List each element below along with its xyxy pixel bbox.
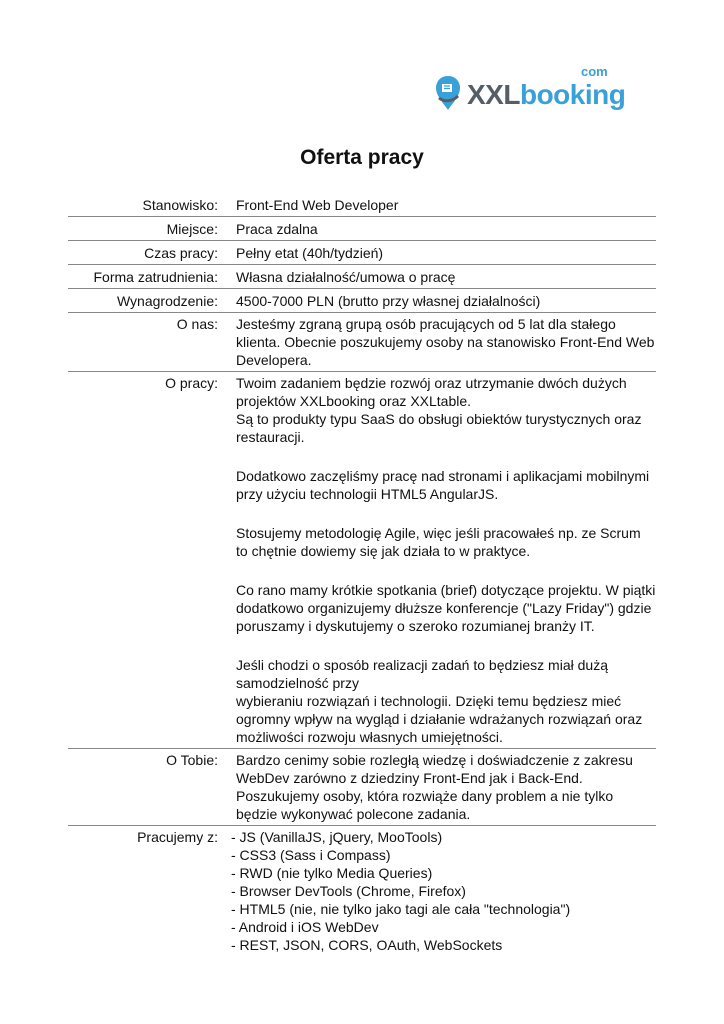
job-offer-table (68, 195, 656, 956)
row-wynagrodzenie (68, 289, 656, 313)
row-o-pracy (68, 372, 656, 749)
page-title: Oferta pracy (300, 146, 424, 169)
o-pracy-text: Są to produkty typu SaaS do obsługi obiektów turystycznych oraz restauracji. (236, 411, 642, 445)
value-o-tobie: Bardzo cenimy sobie rozległą wiedzę i doświadczenie z zakresu WebDev zarówno z dziedziny Front-End jak i Back-End. Poszukujemy osoby, która rozwiąże dany problem a nie tylko będzie wykonywać polecone zadania. (236, 749, 656, 826)
value-czas-pracy: Pełny etat (40h/tydzień) (236, 241, 656, 265)
label-o-nas: O nas: (68, 313, 236, 372)
value-o-nas: Jesteśmy zgraną grupą osób pracujących od 5 lat dla stałego klienta. Obecnie poszukujemy osoby na stanowisko Front-End Web Developera. (236, 313, 656, 372)
logo-brand-booking: booking (519, 79, 626, 110)
tech-list-item: - REST, JSON, CORS, OAuth, WebSockets (231, 937, 503, 953)
value-miejsce: Praca zdalna (236, 217, 656, 241)
tech-list-item: - Android i iOS WebDev (231, 919, 379, 935)
row-miejsce (68, 217, 656, 241)
label-o-pracy: O pracy: (68, 372, 236, 749)
value-stanowisko: Front-End Web Developer (236, 195, 656, 217)
label-czas-pracy: Czas pracy: (68, 241, 236, 265)
row-forma-zatrudnienia (68, 265, 656, 289)
label-wynagrodzenie: Wynagrodzenie: (68, 289, 236, 313)
row-pracujemy-z (68, 826, 656, 957)
label-stanowisko: Stanowisko: (68, 195, 236, 217)
label-miejsce: Miejsce: (68, 217, 236, 241)
o-pracy-text: Jeśli chodzi o sposób realizacji zadań to będziesz miał dużą samodzielność przy (236, 657, 608, 691)
value-pracujemy-z (231, 826, 656, 957)
row-stanowisko (68, 195, 656, 217)
logo-brand-text (467, 78, 625, 112)
value-o-pracy (236, 372, 656, 749)
tech-list-item: - JS (VanillaJS, jQuery, MooTools) (231, 829, 443, 845)
o-pracy-paragraph: Dodatkowo zaczęliśmy pracę nad stronami i aplikacjami mobilnymi przy użyciu technologii HTML5 AngularJS. (236, 468, 650, 502)
tech-list-item: - HTML5 (nie, nie tylko jako tagi ale cała "technologia") (231, 901, 571, 917)
row-czas-pracy (68, 241, 656, 265)
logo-brand-xxl: XXL (467, 79, 520, 110)
value-forma-zatrudnienia: Własna działalność/umowa o pracę (236, 265, 656, 289)
o-pracy-paragraph (236, 656, 656, 746)
company-logo (434, 54, 626, 118)
tech-list-item: - Browser DevTools (Chrome, Firefox) (231, 883, 466, 899)
row-o-nas (68, 313, 656, 372)
o-pracy-text: Twoim zadaniem będzie rozwój oraz utrzymanie dwóch dużych projektów XXLbooking oraz XXLtable. (236, 375, 627, 409)
label-pracujemy-z: Pracujemy z: (137, 829, 218, 845)
value-wynagrodzenie: 4500-7000 PLN (brutto przy własnej działalności) (236, 289, 656, 313)
logo-com-text: com (581, 64, 608, 79)
label-o-tobie: O Tobie: (68, 749, 236, 826)
tech-list-item: - RWD (nie tylko Media Queries) (231, 865, 433, 881)
pin-logo-icon (434, 74, 464, 112)
o-pracy-paragraph: Stosujemy metodologię Agile, więc jeśli pracowałeś np. ze Scrum to chętnie dowiemy się jak działa to w praktyce. (236, 525, 641, 559)
o-pracy-paragraph (236, 374, 656, 446)
tech-list-item: - CSS3 (Sass i Compass) (231, 847, 391, 863)
o-pracy-paragraph: Co rano mamy krótkie spotkania (brief) dotyczące projektu. W piątki dodatkowo organizujemy dłuższe konferencje ("Lazy Friday") gdzie poruszamy i dyskutujemy o szeroko rozumianej branży IT. (236, 582, 656, 634)
label-forma-zatrudnienia: Forma zatrudnienia: (68, 265, 236, 289)
tech-list (231, 828, 656, 954)
row-o-tobie (68, 749, 656, 826)
o-pracy-text: wybieraniu rozwiązań i technologii. Dzięki temu będziesz mieć ogromny wpływ na wygląd i działanie wdrażanych rozwiązań oraz możliwości rozwoju własnych umiejętności. (236, 693, 643, 745)
